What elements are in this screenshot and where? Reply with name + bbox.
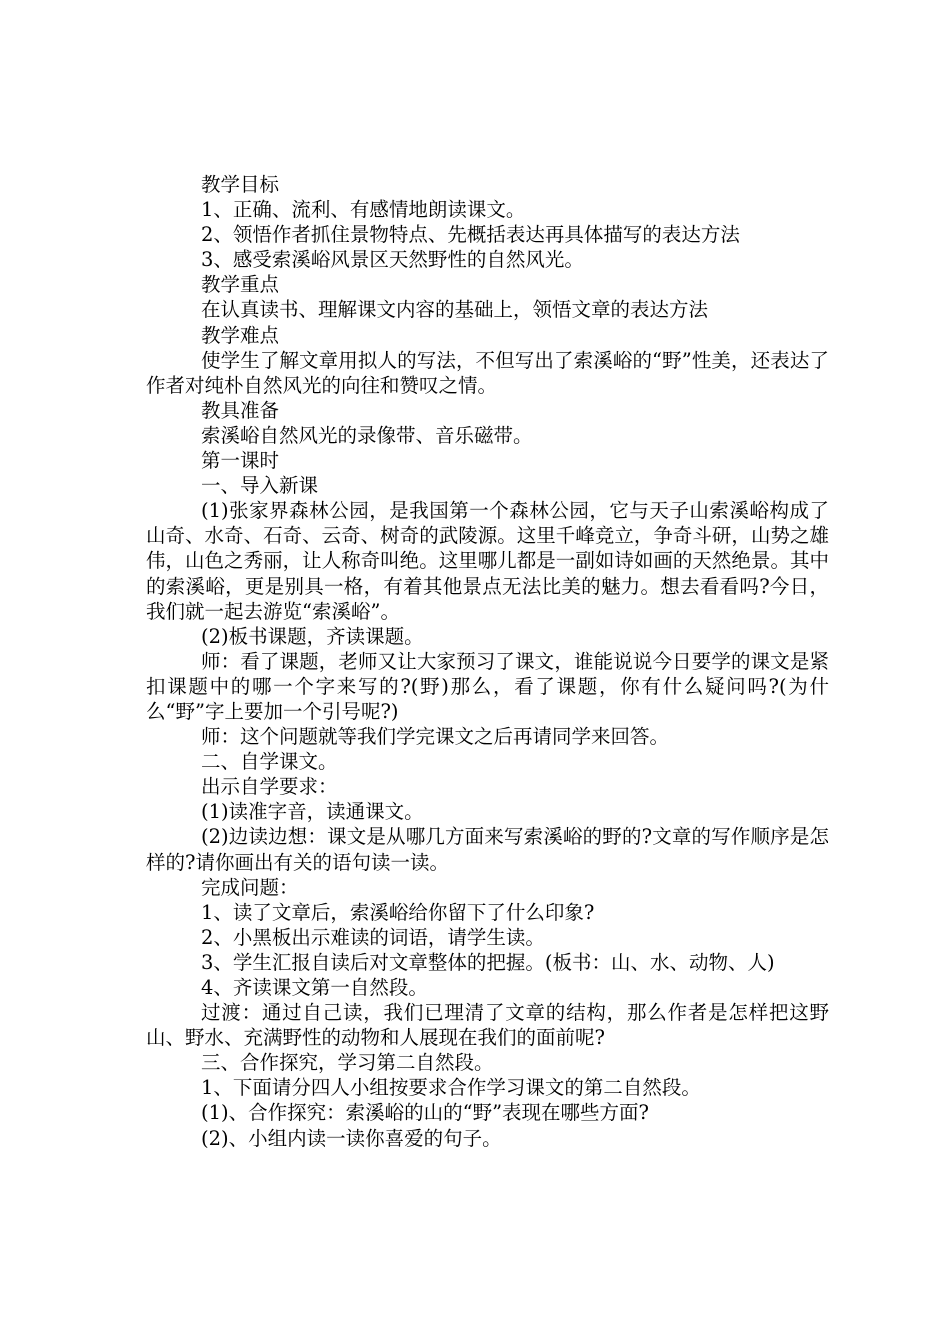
section-intro: 一、导入新课 — [201, 474, 319, 498]
materials-text: 索溪峪自然风光的录像带、音乐磁带。 — [201, 423, 533, 447]
teacher-answer: 师：这个问题就等我们学完课文之后再请同学来回答。 — [201, 725, 670, 749]
requirement-1: (1)读准字音，读通课文。 — [201, 800, 424, 824]
heading-teaching-goals: 教学目标 — [201, 173, 280, 196]
cooperative-sub-2: (2)、小组内读一读你喜爱的句子。 — [201, 1126, 502, 1150]
goal-item-2: 2、领悟作者抓住景物特点、先概括表达再具体描写的表达方法 — [201, 223, 740, 247]
intro-step-2: (2)板书课题，齐读课题。 — [201, 624, 424, 648]
question-4: 4、齐读课文第一自然段。 — [201, 976, 428, 999]
self-study-requirements: 出示自学要求： — [201, 775, 338, 799]
cooperative-step-1: 1、下面请分四人小组按要求合作学习课文的第二自然段。 — [201, 1076, 701, 1100]
questions-heading: 完成问题： — [201, 875, 299, 899]
intro-paragraph: (1)张家界森林公园，是我国第一个森林公园，它与天子山索溪峪构成了山奇、水奇、石奇、云奇、树奇的武陵源。这里千峰竞立，争奇斗研，山势之雄伟，山色之秀丽，让人称奇叫绝。这里哪儿都是一副如诗如画的天然绝景。其中的索溪峪，更是别具一格，有着其他景点无法比美的魅力。想去看看吗?今日，我们就一起去游览“索溪峪”。 — [146, 499, 829, 623]
section-self-study: 二、自学课文。 — [201, 750, 338, 774]
heading-key-points: 教学重点 — [201, 273, 280, 297]
section-cooperative: 三、合作探究，学习第二自然段。 — [201, 1051, 494, 1075]
key-points-text: 在认真读书、理解课文内容的基础上，领悟文章的表达方法 — [201, 298, 709, 322]
question-2: 2、小黑板出示难读的词语，请学生读。 — [201, 925, 545, 949]
question-3: 3、学生汇报自读后对文章整体的把握。(板书：山、水、动物、人) — [201, 950, 775, 974]
cooperative-sub-1: (1)、合作探究：索溪峪的山的“野”表现在哪些方面? — [201, 1101, 650, 1125]
difficulties-text: 使学生了解文章用拟人的写法，不但写出了索溪峪的“野”性美，还表达了作者对纯朴自然风光的向往和赞叹之情。 — [146, 348, 829, 397]
transition-text: 过渡：通过自己读，我们已理清了文章的结构，那么作者是怎样把这野山、野水、充满野性的动物和人展现在我们的面前呢? — [146, 1001, 829, 1050]
heading-materials: 教具准备 — [201, 398, 280, 422]
heading-difficulties: 教学难点 — [201, 323, 280, 347]
heading-first-lesson: 第一课时 — [201, 449, 280, 473]
goal-item-1: 1、正确、流利、有感情地朗读课文。 — [201, 198, 526, 222]
goal-item-3: 3、感受索溪峪风景区天然野性的自然风光。 — [201, 248, 584, 272]
requirement-2: (2)边读边想：课文是从哪几方面来写索溪峪的野的?文章的写作顺序是怎样的?请你画出有关的语句读一读。 — [146, 825, 829, 874]
question-1: 1、读了文章后，索溪峪给你留下了什么印象? — [201, 900, 595, 924]
teacher-question: 师：看了课题，老师又让大家预习了课文，谁能说说今日要学的课文是紧扣课题中的哪一个字来写的?(野)那么，看了课题，你有什么疑问吗?(为什么“野”字上要加一个引号呢?) — [146, 649, 829, 723]
document-page — [146, 172, 829, 1151]
